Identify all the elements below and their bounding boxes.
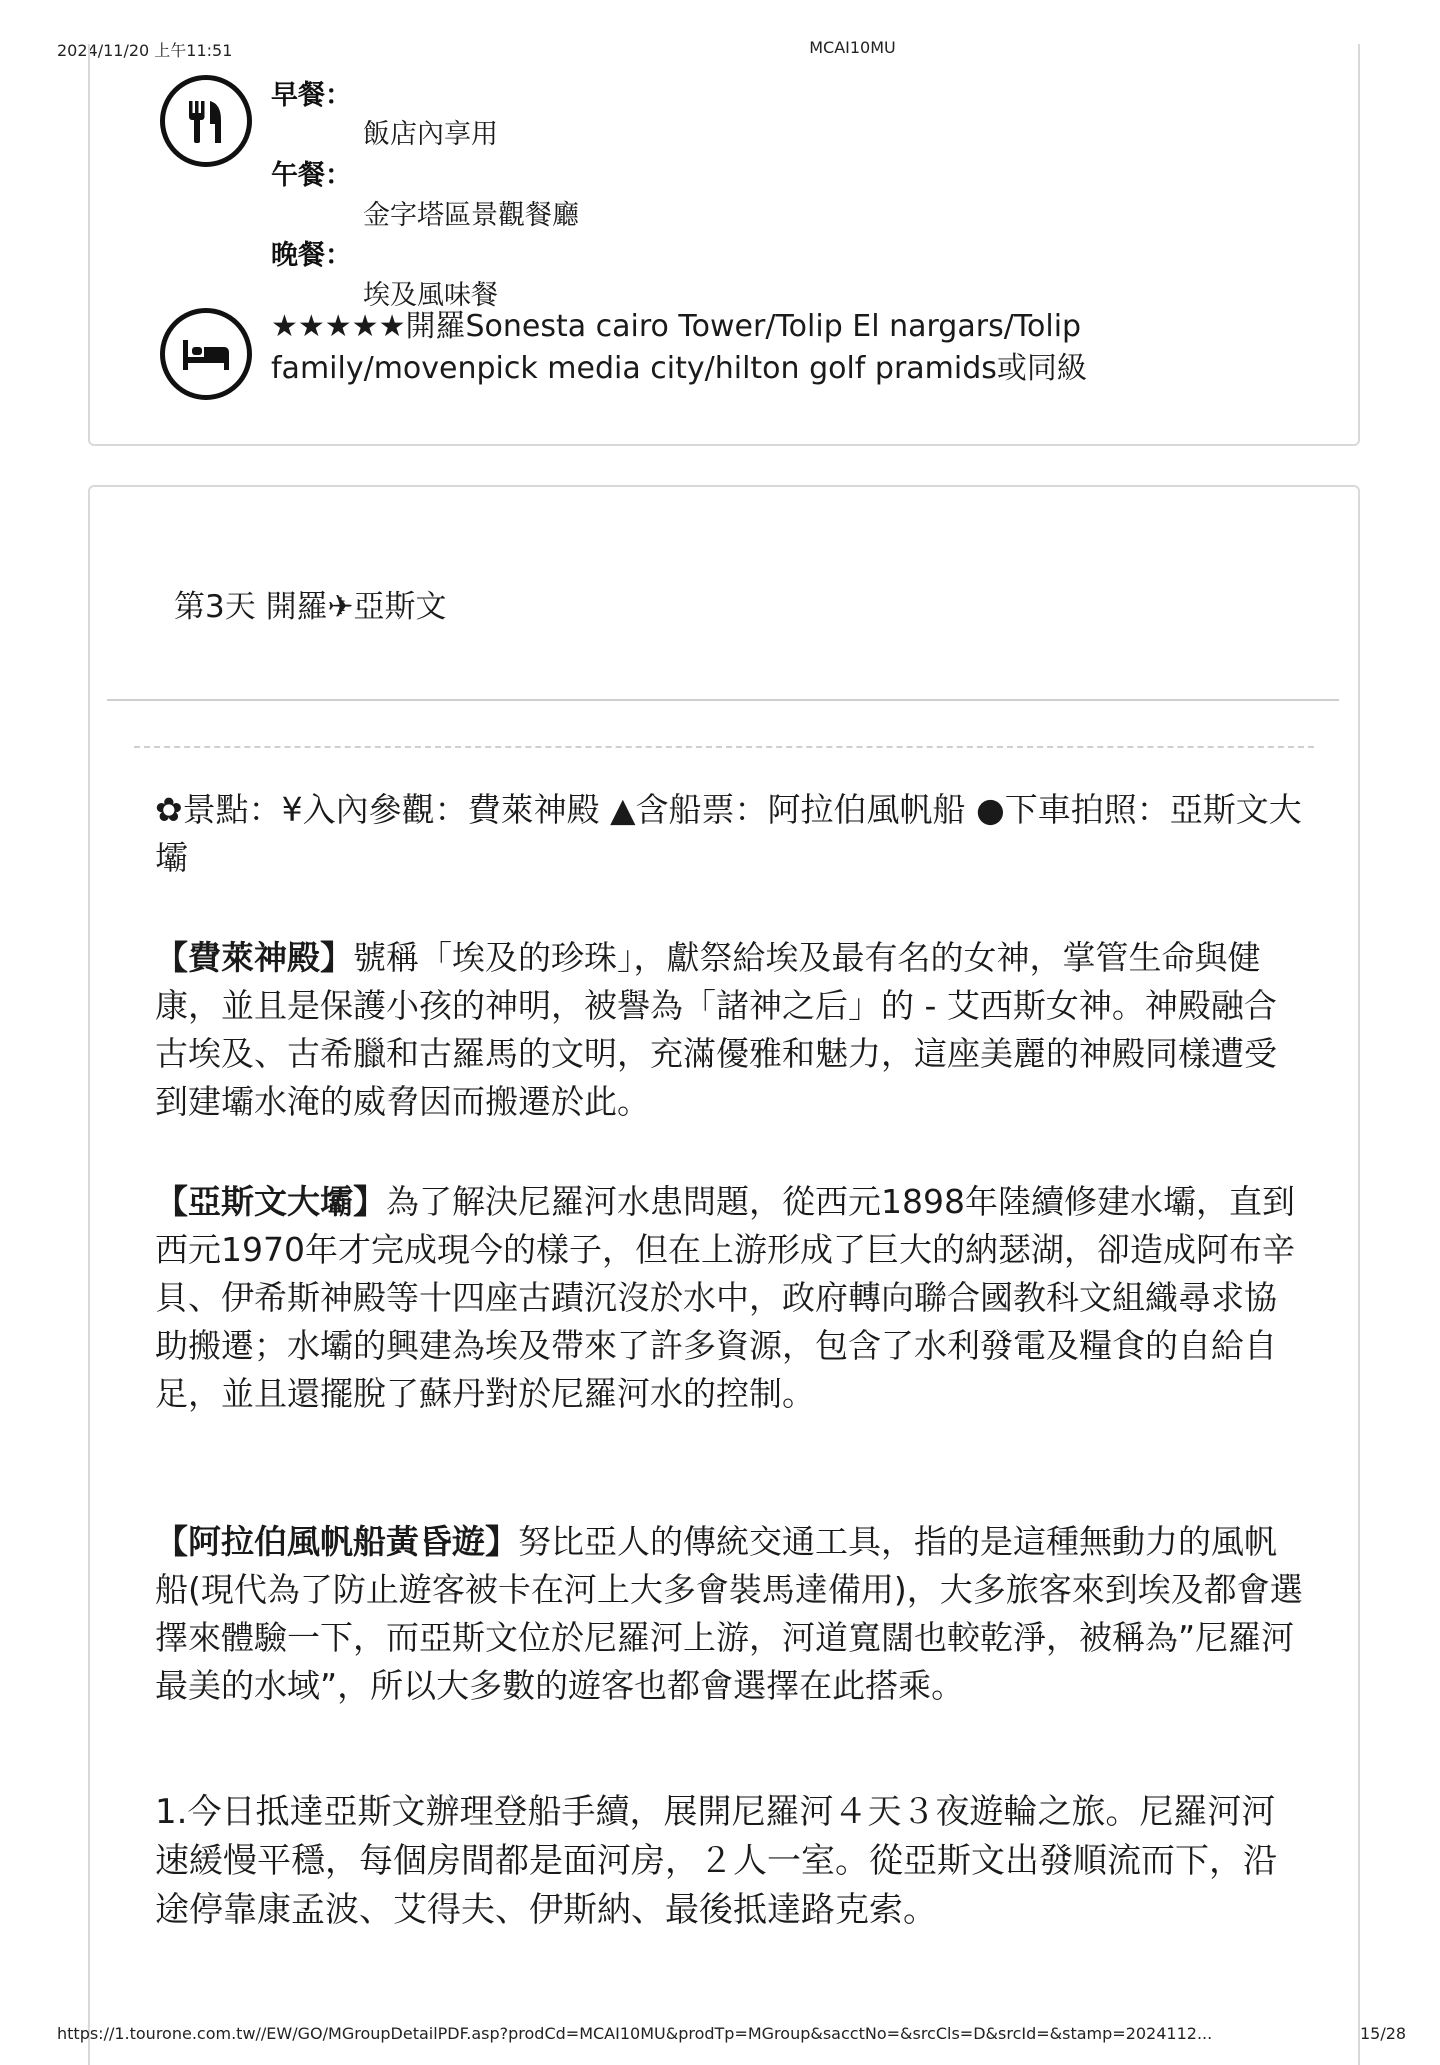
dashed-divider: [134, 746, 1314, 748]
bed-icon: [160, 308, 252, 400]
philae-title: 【費萊神殿】: [155, 938, 353, 977]
breakfast-label: 早餐：: [271, 80, 352, 111]
dam-body: 為了解決尼羅河水患問題，從西元1898年陸續修建水壩，直到西元1970年才完成現今的樣子，但在上游形成了巨大的納瑟湖，卻造成阿布辛貝、伊希斯神殿等十四座古蹟沉沒於水中，政府轉向聯合國教科文組織尋求協助搬遷；水壩的興建為埃及帶來了許多資源，包含了水利發電及糧食的自給自足，並且還擺脫了蘇丹對於尼羅河水的控制。: [155, 1182, 1295, 1413]
breakfast-value: 飯店內享用: [363, 119, 498, 150]
dinner-label: 晚餐：: [271, 240, 352, 271]
lunch-value: 金字塔區景觀餐廳: [363, 200, 579, 231]
dam-paragraph: [155, 1178, 1305, 1418]
print-datetime: 2024/11/20 上午11:51: [57, 41, 233, 60]
highlights-paragraph: ✿景點：¥入內參觀：費萊神殿 ▲含船票：阿拉伯風帆船 ●下車拍照：亞斯文大壩: [155, 790, 1302, 877]
print-url: https://1.tourone.com.tw//EW/GO/MGroupDetailPDF.asp?prodCd=MCAI10MU&prodTp=MGroup&sacctNo=&srcCls=D&srcId=&stamp=2024112...: [57, 2024, 1213, 2043]
dinner-value: 埃及風味餐: [363, 280, 498, 311]
page-number: 15/28: [1360, 2024, 1407, 2043]
print-title: MCAI10MU: [809, 38, 896, 57]
divider: [107, 699, 1339, 701]
philae-paragraph: [155, 934, 1305, 1126]
felucca-paragraph: [155, 1518, 1305, 1710]
felucca-title: 【阿拉伯風帆船黃昏遊】: [155, 1522, 518, 1561]
lunch-label: 午餐：: [271, 160, 352, 191]
philae-body: 號稱「埃及的珍珠」，獻祭給埃及最有名的女神，掌管生命與健康，並且是保護小孩的神明，被譽為「諸神之后」的 - 艾西斯女神。神殿融合古埃及、古希臘和古羅馬的文明，充滿優雅和魅力，這座美麗的神殿同樣遭受到建壩水淹的威脅因而搬遷於此。: [155, 938, 1277, 1121]
day-title: 第3天 開羅✈亞斯文: [174, 589, 447, 625]
dam-title: 【亞斯文大壩】: [155, 1182, 386, 1221]
utensils-icon: [160, 75, 252, 167]
felucca-body: 努比亞人的傳統交通工具，指的是這種無動力的風帆船(現代為了防止遊客被卡在河上大多會裝馬達備用)，大多旅客來到埃及都會選擇來體驗一下，而亞斯文位於尼羅河上游，河道寬闊也較乾淨，被稱為”尼羅河最美的水域”，所以大多數的遊客也都會選擇在此搭乘。: [155, 1522, 1303, 1705]
itinerary-paragraph: 1.今日抵達亞斯文辦理登船手續，展開尼羅河４天３夜遊輪之旅。尼羅河河速緩慢平穩，每個房間都是面河房，２人一室。從亞斯文出發順流而下，沿途停靠康孟波、艾得夫、伊斯納、最後抵達路克索。: [155, 1792, 1277, 1930]
hotel-text: ★★★★★開羅Sonesta cairo Tower/Tolip El nargars/Tolip family/movenpick media city/hilton golf pramids或同級: [271, 309, 1087, 386]
